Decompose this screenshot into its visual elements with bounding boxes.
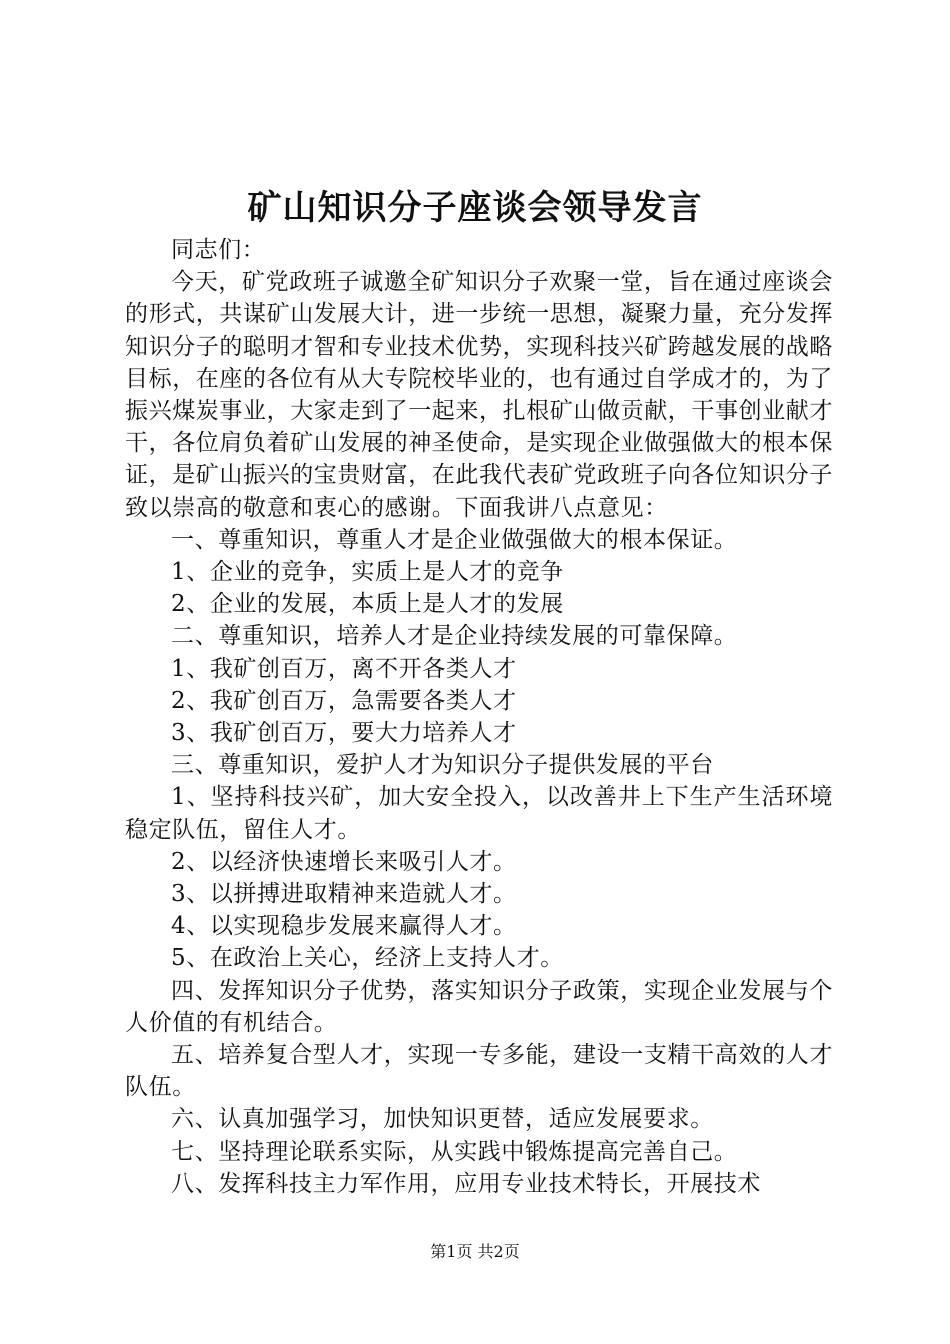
paragraph: 同志们： — [171, 237, 266, 263]
page-footer: 第1页 共2页 — [430, 1242, 520, 1261]
document-body — [125, 234, 833, 1200]
paragraph: 六、认真加强学习，加快知识更替，适应发展要求。 — [171, 1106, 714, 1133]
paragraph: 1、企业的竞争，实质上是人才的竞争 — [171, 559, 564, 586]
document-title: 矿山知识分子座谈会领导发言 — [247, 188, 703, 228]
paragraph: 3、以拼搏进取精神来造就人才。 — [171, 881, 517, 908]
paragraph: 1、我矿创百万，离不开各类人才 — [171, 655, 517, 682]
paragraph: 1、坚持科技兴矿，加大安全投入，以改善井上下生产生活环境稳定队伍，留住人才。 — [125, 784, 833, 843]
paragraph: 三、尊重知识，爱护人才为知识分子提供发展的平台 — [171, 752, 714, 779]
paragraph: 2、以经济快速增长来吸引人才。 — [171, 848, 517, 875]
paragraph: 4、以实现稳步发展来赢得人才。 — [171, 913, 517, 940]
paragraph: 二、尊重知识，培养人才是企业持续发展的可靠保障。 — [171, 623, 738, 650]
paragraph: 四、发挥知识分子优势，落实知识分子政策，实现企业发展与个人价值的有机结合。 — [125, 977, 833, 1036]
paragraph: 3、我矿创百万，要大力培养人才 — [171, 720, 517, 747]
paragraph: 八、发挥科技主力军作用，应用专业技术特长，开展技术 — [171, 1170, 761, 1197]
paragraph: 2、我矿创百万，急需要各类人才 — [171, 687, 517, 714]
paragraph: 5、在政治上关心，经济上支持人才。 — [171, 945, 564, 972]
paragraph: 2、企业的发展，本质上是人才的发展 — [171, 591, 564, 618]
paragraph: 七、坚持理论联系实际，从实践中锻炼提高完善自己。 — [171, 1138, 738, 1165]
paragraph: 今天，矿党政班子诚邀全矿知识分子欢聚一堂，旨在通过座谈会的形式，共谋矿山发展大计，进一步统一思想，凝聚力量，充分发挥知识分子的聪明才智和专业技术优势，实现科技兴矿跨越发展的战略目标，在座的各位有从大专院校毕业的，也有通过自学成才的，为了振兴煤炭事业，大家走到了一起来，扎根矿山做贡献，干事创业献才干，各位肩负着矿山发展的神圣使命，是实现企业做强做大的根本保证，是矿山振兴的宝贵财富，在此我代表矿党政班子向各位知识分子致以崇高的敬意和衷心的感谢。下面我讲八点意见： — [125, 269, 833, 521]
paragraph: 一、尊重知识，尊重人才是企业做强做大的根本保证。 — [171, 526, 738, 553]
paragraph: 五、培养复合型人才，实现一专多能，建设一支精干高效的人才队伍。 — [125, 1042, 833, 1101]
